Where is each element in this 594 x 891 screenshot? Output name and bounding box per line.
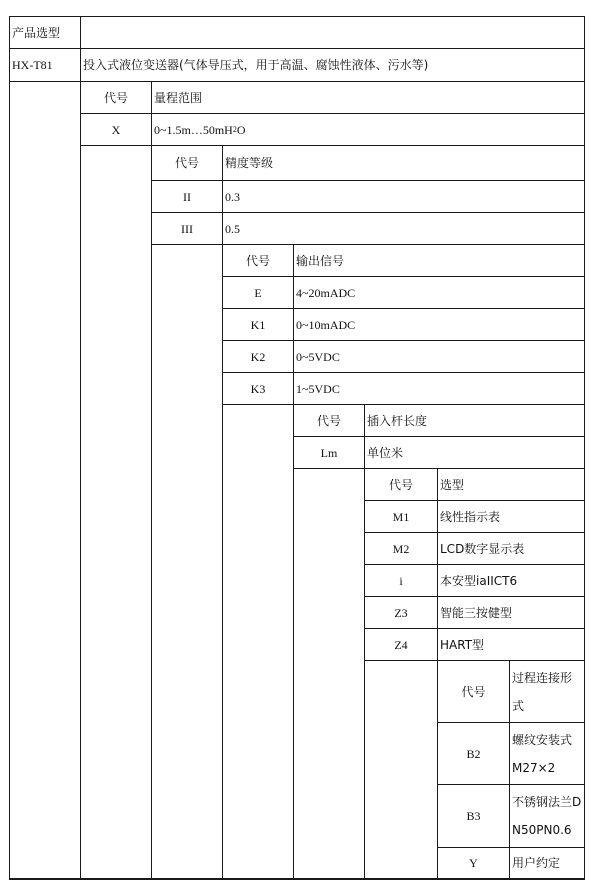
- type-code: i: [399, 573, 403, 588]
- output-value: 1~5VDC: [296, 381, 340, 396]
- type-code-header: 代号: [388, 477, 413, 492]
- type-header: 选型: [440, 477, 465, 492]
- accuracy-value: 0.5: [225, 221, 240, 236]
- accuracy-header: 精度等级: [225, 156, 274, 170]
- connection-value: 用户约定: [512, 856, 561, 870]
- output-code: E: [254, 285, 262, 300]
- range-value-sub: 2: [232, 124, 237, 134]
- connection-header: 过程连接形式: [512, 671, 573, 713]
- accuracy-code-header: 代号: [174, 156, 199, 170]
- accuracy-code: II: [183, 189, 191, 204]
- range-header: 量程范围: [154, 90, 203, 105]
- type-value: 线性指示表: [440, 509, 501, 524]
- type-code: Z4: [394, 637, 408, 652]
- rod-code-header: 代号: [316, 413, 341, 428]
- output-code: K2: [250, 349, 266, 364]
- table-title: 产品选型: [12, 25, 61, 40]
- range-code-header: 代号: [103, 90, 128, 105]
- output-code: K1: [250, 317, 266, 332]
- type-value: 智能三按健型: [440, 605, 513, 620]
- rod-header: 插入杆长度: [367, 413, 428, 428]
- range-code: X: [111, 122, 121, 137]
- rod-code: Lm: [320, 445, 338, 460]
- model-code: HX-T81: [12, 58, 53, 72]
- type-code: M1: [392, 509, 410, 524]
- output-value: 4~20mADC: [296, 285, 356, 300]
- connection-value: 螺纹安装式M27×2: [512, 733, 573, 775]
- range-value-main: 0~1.5m…50mH: [154, 122, 233, 137]
- output-value: 0~5VDC: [296, 349, 340, 364]
- type-value: HART型: [440, 637, 485, 652]
- rod-value: 单位米: [367, 445, 404, 460]
- connection-value: 不锈钢法兰DN50PN0.6: [512, 795, 582, 837]
- connection-code-header: 代号: [461, 684, 486, 699]
- model-description: 投入式液位变送器(气体导压式，用于高温、腐蚀性液体、污水等): [83, 58, 429, 72]
- output-header: 输出信号: [296, 253, 345, 268]
- output-value: 0~10mADC: [296, 317, 356, 332]
- range-value: [152, 114, 584, 145]
- connection-code: B3: [466, 809, 481, 823]
- output-code: K3: [250, 381, 266, 396]
- range-value-tail: O: [236, 122, 246, 137]
- connection-code: Y: [469, 856, 478, 870]
- accuracy-code: III: [181, 221, 193, 236]
- type-code: M2: [392, 541, 410, 556]
- type-value: LCD数字显示表: [440, 541, 525, 556]
- type-code: Z3: [394, 605, 408, 620]
- type-value: 本安型iaIICT6: [440, 573, 518, 588]
- accuracy-value: 0.3: [225, 189, 240, 204]
- output-code-header: 代号: [245, 253, 270, 268]
- connection-code: B2: [466, 746, 481, 761]
